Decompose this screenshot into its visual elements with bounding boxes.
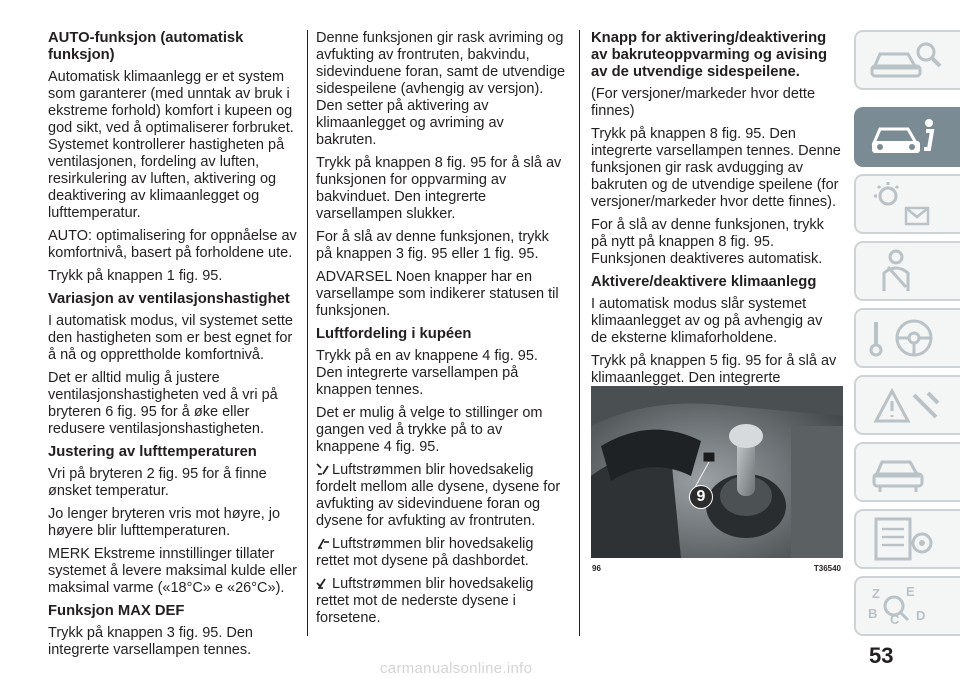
paragraph: For å slå av denne funksjonen, trykk på nytt på knappen 8 fig. 95. Funksjonen deaktiveres automatisk. [591, 217, 824, 267]
svg-text:D: D [916, 608, 926, 623]
paragraph: Trykk på knappen 5 fig. 95 for å slå av klimaanlegget. Den integrerte [591, 353, 837, 386]
car-magnifier-icon [866, 38, 946, 82]
paragraph: Vri på bryteren 2 fig. 95 for å finne ønsket temperatur. [48, 466, 267, 499]
auto-label: AUTO [48, 228, 89, 244]
paragraph [48, 228, 298, 262]
svg-text:Z: Z [872, 586, 880, 601]
air-flow-mixed-icon [316, 463, 331, 475]
car-info-icon [866, 115, 946, 159]
paragraph: Trykk på knappen 8 fig. 95 for å slå av funksjonen for oppvarming av bakvinduet. Den integrerte varsellampen slukker. [316, 155, 562, 222]
paragraph: Trykk på knappen 8 fig. 95. Den integrerte varsellampen tennes. Denne funksjonen gir rask avdugging av bakruten og de utvendige speilene (for versjoner/markeder hvor dette finnes). [591, 126, 841, 210]
heading-rear-defrost-button: Knapp for aktivering/deaktivering av bakruteoppvarming og avising av de utvendige sidespeilene. [591, 30, 827, 80]
paragraph: Trykk på knappen 3 fig. 95. Den integrerte varsellampen tennes. [48, 625, 253, 658]
warning-paragraph: ADVARSEL Noen knapper har en varsellampe som indikerer statusen til funksjonen. [316, 269, 559, 319]
auto-description: : optimalisering for oppnåelse av komfortnivå, basert på forholdene ute. [48, 228, 297, 261]
emergency-triangle-icon [866, 383, 946, 427]
paragraph: Trykk på knappen 1 fig. 95. [48, 268, 223, 284]
dashboard-photo-illustration [591, 386, 843, 558]
tab-emergency[interactable] [854, 375, 960, 435]
paragraph: Jo lenger bryteren vris mot høyre, jo høyere blir lufttemperaturen. [48, 506, 281, 539]
paragraph: Denne funksjonen gir rask avriming og avfukting av frontruten, bakvindu, sidevinduene foran, samt de utvendige sidespeilene (avhengig av versjon). Den setter på aktivering av klimaanlegget og avriming av bakruten. [316, 30, 566, 148]
steering-wheel-icon [866, 316, 946, 360]
dashboard-photo [591, 386, 843, 558]
warning-lights-icon [866, 182, 946, 226]
text-column-2 [316, 30, 568, 633]
tab-warning-lights[interactable] [854, 174, 960, 234]
watermark: carmanualsonline.info [380, 660, 533, 677]
paragraph: Det er alltid mulig å justere ventilasjonshastigheten ved å vri på bryteren 6 fig. 95 for å øke eller redusere ventilasjonshastigheten. [48, 370, 278, 437]
callout-marker: 9 [689, 485, 713, 509]
heading-air-distribution: Luftfordeling i kupéen [316, 326, 472, 342]
tab-driving[interactable] [854, 308, 960, 368]
air-flow-feet-icon [316, 577, 331, 589]
alphabetical-index-icon [866, 584, 946, 628]
paragraph: Det er mulig å velge to stillinger om gangen ved å trykke på to av knappene 4 fig. 95. [316, 405, 543, 455]
paragraph: For å slå av denne funksjonen, trykk på knappen 3 fig. 95 eller 1 fig. 95. [316, 229, 549, 262]
heading-ventilation-speed: Variasjon av ventilasjonshastighet [48, 291, 290, 307]
svg-text:E: E [906, 584, 915, 599]
figure-number: 96 [592, 564, 601, 573]
svg-text:B: B [868, 606, 878, 621]
note-paragraph: MERK Ekstreme innstillinger tillater systemet å levere maksimal kulde eller maksimal varme («18°C» e «26°C»). [48, 546, 298, 596]
paragraph: Trykk på en av knappene 4 fig. 95. Den integrerte varsellampen på knappen tennes. [316, 348, 538, 398]
figure-caption [591, 564, 843, 576]
heading-air-conditioning-toggle: Aktivere/deaktivere klimaanlegg [591, 274, 817, 290]
tab-technical-data[interactable] [854, 509, 960, 569]
figure-code: T36540 [813, 564, 841, 573]
text-column-1 [48, 30, 298, 665]
svg-text:C: C [890, 612, 900, 627]
heading-air-temperature: Justering av lufttemperaturen [48, 444, 257, 460]
paragraph: Luftstrømmen blir hovedsakelig fordelt mellom alle dysene, dysene for avfukting av sidevinduene foran og dysene for avfukting av frontruten. [316, 462, 561, 529]
technical-data-icon [866, 517, 946, 561]
car-service-icon [866, 450, 946, 494]
seatbelt-icon [866, 249, 946, 293]
tab-service[interactable] [854, 442, 960, 502]
heading-max-def: Funksjon MAX DEF [48, 603, 185, 619]
column-divider [307, 30, 308, 636]
paragraph: Luftstrømmen blir hovedsakelig rettet mot de nederste dysene i forsetene. [316, 576, 534, 626]
tab-vehicle-knowledge[interactable] [854, 30, 960, 90]
paragraph: I automatisk modus slår systemet klimaanlegget av og på avhengig av de eksterne klimaforholdene. [591, 296, 823, 346]
paragraph: I automatisk modus, vil systemet sette den hastigheten som er best egnet for å nå og opprettholde komfortnivå. [48, 313, 293, 363]
text-column-3 [591, 30, 841, 410]
tab-index[interactable] [854, 576, 960, 636]
paragraph: Automatisk klimaanlegg er et system som garanterer (med unntak av bruk i ekstreme forhold) komfort i kupeen og god sikt, ved å optimaliserer forbruket. Systemet kontrollerer hastigheten på ventilasjonen, fordeling av luften, resirkulering av luften, aktivering og deaktivering av klimaanlegget og lufttemperatur. [48, 69, 294, 221]
paragraph: (For versjoner/markeder hvor dette finnes) [591, 86, 816, 119]
paragraph: Luftstrømmen blir hovedsakelig rettet mot dysene på dashbordet. [316, 536, 534, 569]
page-number: 53 [869, 643, 894, 668]
heading-auto-function: AUTO-funksjon (automatisk funksjon) [48, 30, 244, 63]
column-divider [579, 30, 580, 636]
air-flow-dashboard-icon [316, 537, 331, 549]
tab-safety[interactable] [854, 241, 960, 301]
tab-vehicle-info[interactable] [854, 107, 960, 167]
